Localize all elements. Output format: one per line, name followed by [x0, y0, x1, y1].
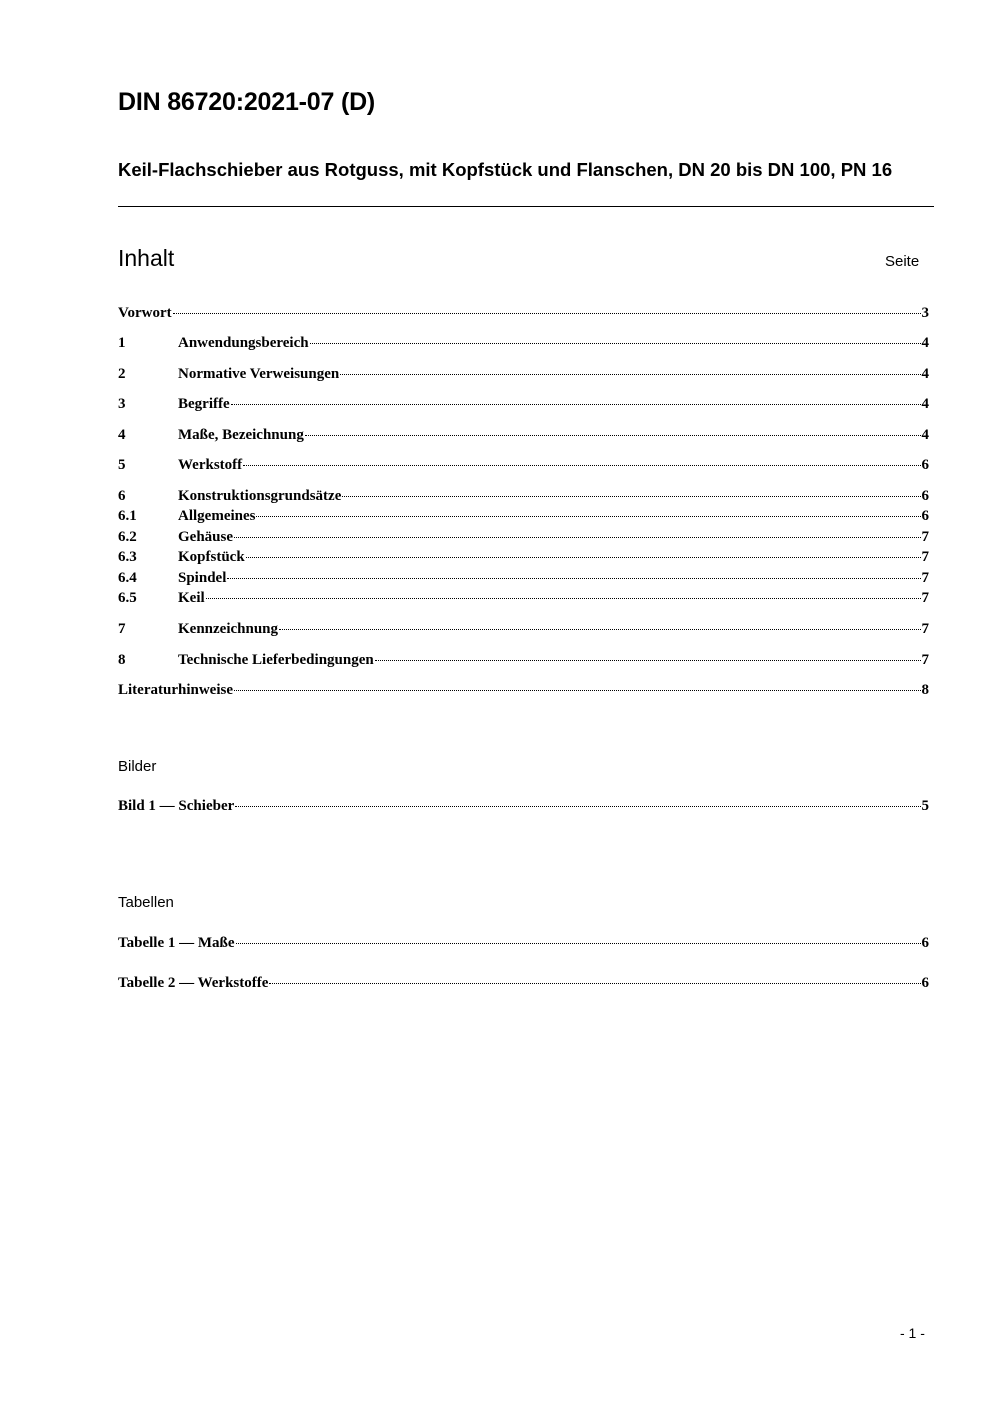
toc-leader [173, 313, 921, 314]
toc-leader [231, 404, 921, 405]
table-entry-2[interactable] [118, 974, 929, 992]
toc-entry-page: 7 [921, 529, 929, 545]
toc-entry-page: 6 [921, 488, 929, 504]
toc-entry-number: 1 [118, 335, 126, 351]
toc-entry-6-1[interactable] [118, 507, 929, 525]
toc-entry-number: 6.3 [118, 549, 137, 565]
toc-leader [340, 374, 920, 375]
toc-entry-vorwort[interactable] [118, 304, 929, 322]
toc-entry-literaturhinweise[interactable] [118, 681, 929, 699]
document-id: DIN 86720:2021-07 (D) [118, 88, 376, 116]
toc-entry-page: 4 [921, 366, 929, 382]
toc-entry-number: 6 [118, 488, 126, 504]
toc-leader [227, 578, 920, 579]
toc-entry-6-2[interactable] [118, 528, 929, 546]
toc-entry-6-5[interactable] [118, 589, 929, 607]
figure-entry-1[interactable] [118, 797, 929, 815]
toc-leader [310, 343, 921, 344]
toc-entry-4[interactable] [118, 426, 929, 444]
toc-entry-number: 4 [118, 427, 126, 443]
toc-entry-number: 3 [118, 396, 126, 412]
toc-leader [206, 598, 921, 599]
toc-entry-title: Literaturhinweise [118, 682, 233, 698]
toc-entry-title: Anwendungsbereich [178, 335, 309, 351]
toc-entry-6-4[interactable] [118, 569, 929, 587]
toc-entry-page: 7 [921, 652, 929, 668]
toc-entry-title: Bild 1 — Schieber [118, 798, 235, 814]
toc-entry-number: 6.4 [118, 570, 137, 586]
toc-entry-number: 2 [118, 366, 126, 382]
toc-entry-3[interactable] [118, 395, 929, 413]
toc-leader [234, 537, 920, 538]
toc-entry-title: Kopfstück [178, 549, 245, 565]
toc-entry-page: 5 [921, 798, 929, 814]
toc-entry-page: 7 [921, 570, 929, 586]
toc-entry-title: Konstruktionsgrundsätze [178, 488, 342, 504]
toc-entry-page: 4 [921, 427, 929, 443]
document-title: Keil-Flachschieber aus Rotguss, mit Kopfstück und Flanschen, DN 20 bis DN 100, PN 16 [118, 159, 893, 180]
toc-entry-number: 8 [118, 652, 126, 668]
toc-leader [236, 943, 921, 944]
toc-entry-number: 6.1 [118, 508, 137, 524]
toc-entry-number: 5 [118, 457, 126, 473]
toc-entry-title: Tabelle 1 — Maße [118, 935, 235, 951]
title-divider [118, 206, 934, 207]
toc-entry-page: 6 [921, 457, 929, 473]
toc-leader [235, 806, 920, 807]
toc-entry-page: 3 [921, 305, 929, 321]
toc-entry-number: 7 [118, 621, 126, 637]
toc-entry-2[interactable] [118, 365, 929, 383]
toc-entry-title: Allgemeines [178, 508, 256, 524]
toc-entry-page: 6 [921, 508, 929, 524]
toc-entry-title: Kennzeichnung [178, 621, 279, 637]
tables-heading: Tabellen [118, 894, 174, 911]
toc-entry-title: Maße, Bezeichnung [178, 427, 304, 443]
toc-leader [243, 465, 920, 466]
toc-entry-title: Gehäuse [178, 529, 234, 545]
toc-entry-title: Tabelle 2 — Werkstoffe [118, 975, 269, 991]
toc-entry-title: Werkstoff [178, 457, 243, 473]
page-number: - 1 - [900, 1325, 925, 1341]
table-entry-1[interactable] [118, 934, 929, 952]
toc-entry-page: 4 [921, 335, 929, 351]
toc-entry-page: 4 [921, 396, 929, 412]
toc-leader [375, 660, 921, 661]
toc-entry-page: 7 [921, 590, 929, 606]
toc-entry-7[interactable] [118, 620, 929, 638]
toc-entry-page: 7 [921, 549, 929, 565]
toc-entry-5[interactable] [118, 456, 929, 474]
toc-entry-page: 6 [921, 975, 929, 991]
toc-leader [246, 557, 921, 558]
toc-entry-title: Technische Lieferbedingungen [178, 652, 374, 668]
toc-leader [342, 496, 920, 497]
toc-leader [305, 435, 921, 436]
toc-heading: Inhalt [118, 245, 175, 271]
toc-entry-8[interactable] [118, 651, 929, 669]
toc-page-label: Seite [885, 253, 920, 270]
toc-entry-title: Vorwort [118, 305, 172, 321]
toc-entry-page: 7 [921, 621, 929, 637]
toc-leader [269, 983, 920, 984]
toc-entry-page: 8 [921, 682, 929, 698]
toc-entry-page: 6 [921, 935, 929, 951]
toc-entry-number: 6.5 [118, 590, 137, 606]
figures-heading: Bilder [118, 758, 157, 775]
toc-entry-1[interactable] [118, 334, 929, 352]
toc-leader [234, 690, 921, 691]
toc-entry-title: Begriffe [178, 396, 230, 412]
toc-entry-title: Spindel [178, 570, 227, 586]
toc-leader [279, 629, 920, 630]
toc-entry-number: 6.2 [118, 529, 137, 545]
toc-entry-title: Normative Verweisungen [178, 366, 340, 382]
toc-entry-title: Keil [178, 590, 205, 606]
toc-entry-6-3[interactable] [118, 548, 929, 566]
toc-entry-6[interactable] [118, 487, 929, 505]
toc-leader [256, 516, 920, 517]
